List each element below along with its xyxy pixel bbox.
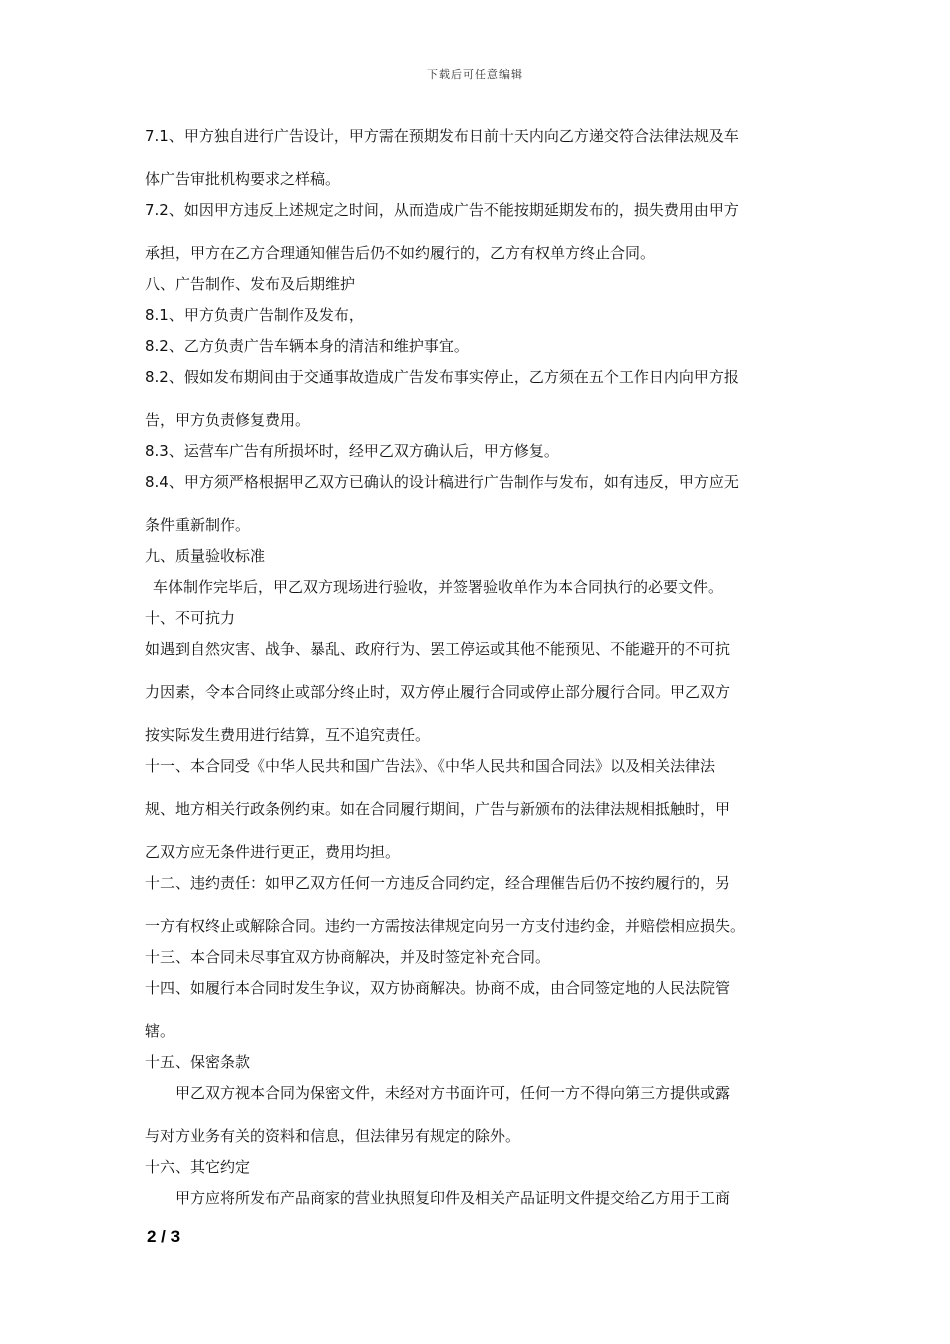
text-line: 7.2、如因甲方违反上述规定之时间，从而造成广告不能按期延期发布的，损失费用由甲方 xyxy=(145,201,739,219)
text-line: 规、地方相关行政条例约束。如在合同履行期间，广告与新颁布的法律法规相抵触时，甲 xyxy=(145,800,731,818)
section-heading: 十、不可抗力 xyxy=(145,609,236,627)
text-line: 一方有权终止或解除合同。违约一方需按法律规定向另一方支付违约金，并赔偿相应损失。 xyxy=(145,917,746,935)
text-line: 告，甲方负责修复费用。 xyxy=(145,411,311,429)
document-body xyxy=(145,121,811,1214)
page-header: 下载后可任意编辑 xyxy=(427,68,523,81)
text-line: 十三、本合同未尽事宜双方协商解决，并及时签定补充合同。 xyxy=(145,948,551,966)
section-heading: 十五、保密条款 xyxy=(145,1053,251,1071)
text-line: 与对方业务有关的资料和信息，但法律另有规定的除外。 xyxy=(145,1127,521,1145)
text-line: 如遇到自然灾害、战争、暴乱、政府行为、罢工停运或其他不能预见、不能避开的不可抗 xyxy=(145,640,731,658)
text-line: 车体制作完毕后，甲乙双方现场进行验收，并签署验收单作为本合同执行的必要文件。 xyxy=(153,578,724,596)
text-line: 十一、本合同受《中华人民共和国广告法》、《中华人民共和国合同法》以及相关法律法 xyxy=(145,757,716,775)
text-line: 甲乙双方视本合同为保密文件，未经对方书面许可，任何一方不得向第三方提供或露 xyxy=(175,1084,731,1102)
section-heading: 十六、其它约定 xyxy=(145,1158,251,1176)
text-line: 承担，甲方在乙方合理通知催告后仍不如约履行的，乙方有权单方终止合同。 xyxy=(145,244,656,262)
text-line: 8.2、假如发布期间由于交通事故造成广告发布事实停止，乙方须在五个工作日内向甲方报 xyxy=(145,368,739,386)
text-line: 8.4、甲方须严格根据甲乙双方已确认的设计稿进行广告制作与发布，如有违反，甲方应无 xyxy=(145,473,739,491)
text-line: 乙双方应无条件进行更正，费用均担。 xyxy=(145,843,401,861)
text-line: 8.2、乙方负责广告车辆本身的清洁和维护事宜。 xyxy=(145,337,469,355)
section-heading: 八、广告制作、发布及后期维护 xyxy=(145,275,356,293)
text-line: 8.3、运营车广告有所损坏时，经甲乙双方确认后，甲方修复。 xyxy=(145,442,559,460)
text-line: 体广告审批机构要求之样稿。 xyxy=(145,170,341,188)
section-heading: 九、质量验收标准 xyxy=(145,547,266,565)
text-line: 按实际发生费用进行结算，互不追究责任。 xyxy=(145,726,431,744)
text-line: 甲方应将所发布产品商家的营业执照复印件及相关产品证明文件提交给乙方用于工商 xyxy=(175,1189,731,1207)
text-line: 7.1、甲方独自进行广告设计，甲方需在预期发布日前十天内向乙方递交符合法律法规及车 xyxy=(145,127,739,145)
text-line: 8.1、甲方负责广告制作及发布， xyxy=(145,306,364,324)
text-line: 辖。 xyxy=(145,1022,176,1040)
text-line: 十二、违约责任：如甲乙双方任何一方违反合同约定，经合理催告后仍不按约履行的，另 xyxy=(145,874,731,892)
text-line: 力因素，令本合同终止或部分终止时，双方停止履行合同或停止部分履行合同。甲乙双方 xyxy=(145,683,731,701)
page-number: 2 / 3 xyxy=(147,1227,181,1246)
text-line: 条件重新制作。 xyxy=(145,516,251,534)
text-line: 十四、如履行本合同时发生争议，双方协商解决。协商不成，由合同签定地的人民法院管 xyxy=(145,979,731,997)
